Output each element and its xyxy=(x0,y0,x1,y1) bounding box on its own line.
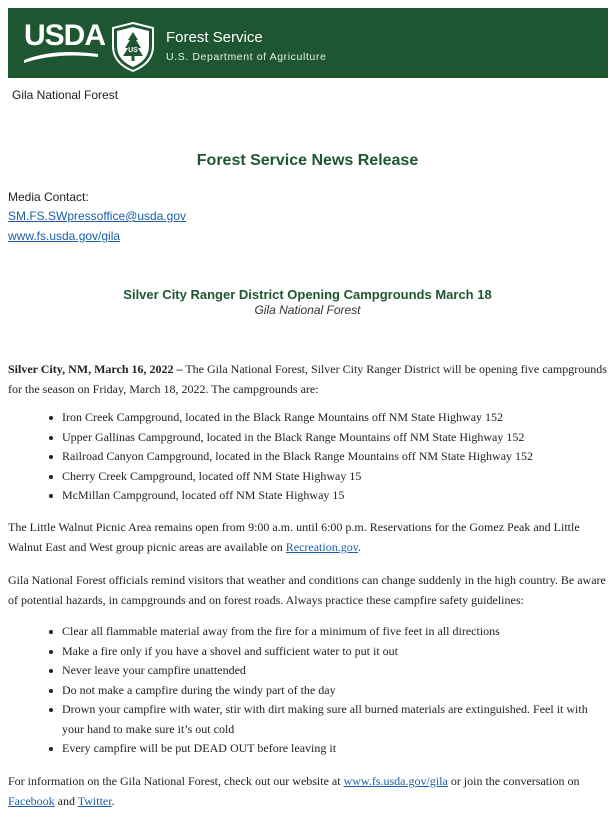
footer-text: or join the conversation on xyxy=(447,774,580,788)
campground-list xyxy=(62,408,602,506)
list-item: Drown your campfire with water, stir with dirt making sure all burned materials are extinguished. Feel it with your hand to make sure it’s out cold xyxy=(62,700,602,739)
footer-text: . xyxy=(111,793,115,808)
list-item: Never leave your campfire unattended xyxy=(62,661,602,681)
list-item: Upper Gallinas Campground, located in the Black Range Mountains off NM State Highway 152 xyxy=(62,428,602,448)
intro-paragraph xyxy=(8,360,608,399)
list-item: Every campfire will be put DEAD OUT before leaving it xyxy=(62,739,602,759)
footer-website-link[interactable]: www.fs.usda.gov/gila xyxy=(343,774,448,788)
agency-name: Forest Service xyxy=(166,29,263,46)
list-item: Make a fire only if you have a shovel and sufficient water to put it out xyxy=(62,642,602,662)
department-name: U.S. Department of Agriculture xyxy=(166,51,327,63)
recreation-gov-link[interactable]: Recreation.gov xyxy=(285,539,358,554)
facebook-link[interactable]: Facebook xyxy=(8,793,55,808)
safety-tips-list xyxy=(62,622,602,759)
list-item: McMillan Campground, located off NM State Highway 15 xyxy=(62,486,602,506)
list-item: Do not make a campfire during the windy part of the day xyxy=(62,681,602,701)
list-item: Cherry Creek Campground, located off NM State Highway 15 xyxy=(62,467,602,487)
article-headline: Silver City Ranger District Opening Campgrounds March 18 xyxy=(123,287,492,302)
footer-text: For information on the Gila National Forest, check out our website at xyxy=(8,774,344,788)
list-item: Iron Creek Campground, located in the Black Range Mountains off NM State Highway 152 xyxy=(62,408,602,428)
website-link[interactable]: www.fs.usda.gov/gila xyxy=(8,229,121,243)
usda-wordmark: USDA xyxy=(24,19,106,52)
release-title: Forest Service News Release xyxy=(196,152,419,169)
safety-paragraph: Gila National Forest officials remind visitors that weather and conditions can change suddenly in the high country. Be aware of potential hazards, in campgrounds and on forest roads. Always practice these campfire safety guidelines: xyxy=(8,573,606,607)
svg-text:US: US xyxy=(128,47,138,54)
list-item: Clear all flammable material away from the fire for a minimum of five feet in all directions xyxy=(62,622,602,642)
forest-service-shield-icon xyxy=(111,22,155,72)
header-banner xyxy=(8,8,608,78)
intro-text: The Gila National Forest, Silver City Ranger District will be opening five campgrounds for the season on Friday, March 18, 2022. The campgrounds are: xyxy=(8,362,607,396)
footer-paragraph xyxy=(8,772,608,811)
twitter-link[interactable]: Twitter xyxy=(77,793,112,808)
picnic-paragraph xyxy=(8,518,608,557)
picnic-text: The Little Walnut Picnic Area remains open from 9:00 a.m. until 6:00 p.m. Reservations for the Gomez Peak and Little Walnut East and West group picnic areas are available on xyxy=(8,520,580,554)
article-subheadline: Gila National Forest xyxy=(254,303,361,317)
picnic-end: . xyxy=(357,539,361,554)
dateline: Silver City, NM, March 16, 2022 – xyxy=(8,362,183,376)
usda-swoosh-icon xyxy=(24,50,98,64)
list-item: Railroad Canyon Campground, located in the Black Range Mountains off NM State Highway 152 xyxy=(62,447,602,467)
usda-logo xyxy=(24,19,106,66)
footer-text: and xyxy=(54,793,78,808)
forest-name: Gila National Forest xyxy=(12,88,119,102)
media-contact-label: Media Contact: xyxy=(8,190,89,204)
media-contact-email-link[interactable]: SM.FS.SWpressoffice@usda.gov xyxy=(8,209,187,223)
